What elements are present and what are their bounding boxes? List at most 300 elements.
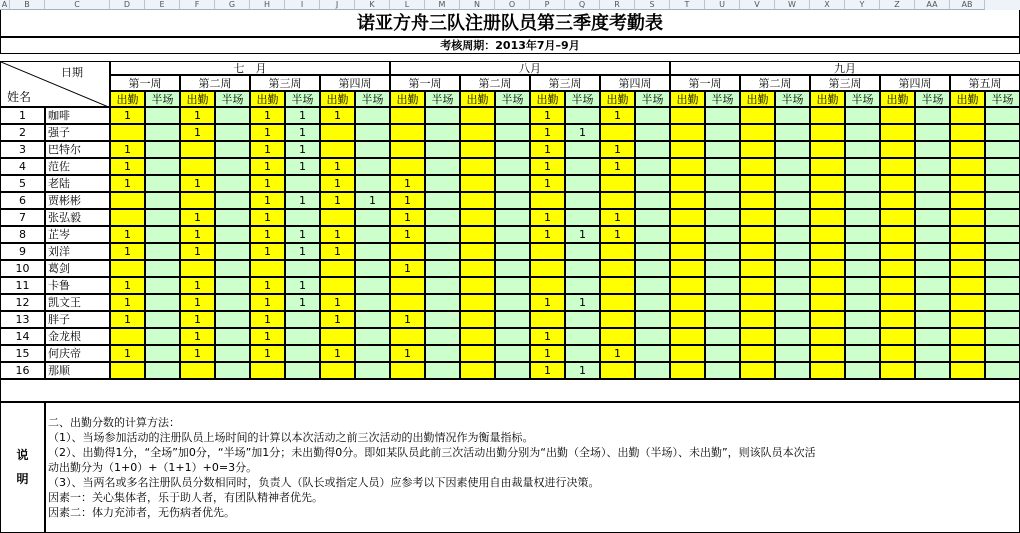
column-header-d[interactable]: D (110, 0, 145, 10)
attendance-cell[interactable] (880, 294, 915, 311)
half-cell[interactable] (845, 277, 880, 294)
half-cell[interactable] (635, 158, 670, 175)
half-cell[interactable] (635, 243, 670, 260)
attendance-cell[interactable] (670, 243, 705, 260)
attendance-cell[interactable]: 1 (600, 107, 635, 124)
half-cell[interactable] (845, 260, 880, 277)
half-cell[interactable] (495, 124, 530, 141)
half-cell[interactable] (495, 175, 530, 192)
attendance-cell[interactable] (740, 294, 775, 311)
attendance-cell[interactable] (810, 209, 845, 226)
attendance-cell[interactable] (740, 311, 775, 328)
half-cell[interactable] (635, 362, 670, 379)
half-cell[interactable] (705, 362, 740, 379)
half-cell[interactable] (845, 362, 880, 379)
half-cell[interactable] (215, 209, 250, 226)
half-cell[interactable] (705, 175, 740, 192)
column-header-h[interactable]: H (250, 0, 285, 10)
attendance-cell[interactable] (460, 141, 495, 158)
attendance-cell[interactable] (950, 192, 985, 209)
attendance-cell[interactable] (740, 175, 775, 192)
column-header-l[interactable]: L (390, 0, 425, 10)
half-cell[interactable] (915, 345, 950, 362)
column-header-r[interactable]: R (600, 0, 635, 10)
attendance-cell[interactable]: 1 (390, 345, 425, 362)
attendance-cell[interactable] (110, 328, 145, 345)
attendance-cell[interactable] (460, 260, 495, 277)
attendance-cell[interactable]: 1 (530, 107, 565, 124)
column-header-c[interactable]: C (45, 0, 110, 10)
attendance-cell[interactable] (880, 328, 915, 345)
half-cell[interactable] (285, 345, 320, 362)
attendance-cell[interactable] (600, 192, 635, 209)
attendance-cell[interactable] (950, 209, 985, 226)
attendance-cell[interactable] (740, 209, 775, 226)
attendance-cell[interactable] (670, 311, 705, 328)
half-cell[interactable] (215, 192, 250, 209)
half-cell[interactable] (565, 141, 600, 158)
attendance-cell[interactable]: 1 (250, 277, 285, 294)
attendance-cell[interactable] (810, 294, 845, 311)
attendance-cell[interactable]: 1 (530, 345, 565, 362)
attendance-cell[interactable] (880, 226, 915, 243)
half-cell[interactable]: 1 (285, 107, 320, 124)
column-header-s[interactable]: S (635, 0, 670, 10)
attendance-cell[interactable]: 1 (530, 158, 565, 175)
attendance-cell[interactable]: 1 (180, 328, 215, 345)
member-name[interactable]: 强子 (45, 124, 110, 141)
member-name[interactable]: 那顺 (45, 362, 110, 379)
attendance-cell[interactable]: 1 (180, 243, 215, 260)
half-cell[interactable] (985, 141, 1020, 158)
half-cell[interactable] (495, 328, 530, 345)
column-header-e[interactable]: E (145, 0, 180, 10)
attendance-cell[interactable] (670, 328, 705, 345)
attendance-cell[interactable] (110, 362, 145, 379)
attendance-cell[interactable] (530, 277, 565, 294)
attendance-cell[interactable] (950, 124, 985, 141)
half-cell[interactable] (145, 345, 180, 362)
attendance-cell[interactable]: 1 (600, 226, 635, 243)
attendance-cell[interactable] (390, 243, 425, 260)
half-cell[interactable] (845, 345, 880, 362)
half-cell[interactable]: 1 (285, 226, 320, 243)
attendance-cell[interactable] (670, 141, 705, 158)
member-number[interactable]: 15 (0, 345, 45, 362)
half-cell[interactable] (985, 124, 1020, 141)
attendance-cell[interactable] (110, 209, 145, 226)
half-cell[interactable] (775, 362, 810, 379)
attendance-cell[interactable]: 1 (110, 158, 145, 175)
half-cell[interactable] (845, 107, 880, 124)
attendance-cell[interactable]: 1 (530, 328, 565, 345)
attendance-cell[interactable] (880, 260, 915, 277)
attendance-cell[interactable]: 1 (250, 158, 285, 175)
half-cell[interactable] (215, 260, 250, 277)
half-cell[interactable] (355, 226, 390, 243)
member-number[interactable]: 5 (0, 175, 45, 192)
member-number[interactable]: 10 (0, 260, 45, 277)
attendance-cell[interactable] (530, 243, 565, 260)
attendance-cell[interactable]: 1 (320, 311, 355, 328)
attendance-cell[interactable] (180, 192, 215, 209)
half-cell[interactable] (915, 362, 950, 379)
attendance-cell[interactable]: 1 (180, 175, 215, 192)
column-header-i[interactable]: I (285, 0, 320, 10)
half-cell[interactable] (775, 192, 810, 209)
attendance-cell[interactable] (180, 158, 215, 175)
attendance-cell[interactable] (810, 141, 845, 158)
half-cell[interactable] (775, 158, 810, 175)
member-name[interactable]: 胖子 (45, 311, 110, 328)
attendance-cell[interactable]: 1 (110, 311, 145, 328)
half-cell[interactable] (425, 158, 460, 175)
attendance-cell[interactable] (950, 226, 985, 243)
column-header-n[interactable]: N (460, 0, 495, 10)
half-cell[interactable] (915, 107, 950, 124)
attendance-cell[interactable] (460, 124, 495, 141)
attendance-cell[interactable]: 1 (320, 226, 355, 243)
half-cell[interactable]: 1 (285, 277, 320, 294)
half-cell[interactable] (985, 362, 1020, 379)
half-cell[interactable] (565, 277, 600, 294)
attendance-cell[interactable] (460, 362, 495, 379)
attendance-cell[interactable]: 1 (390, 260, 425, 277)
attendance-cell[interactable]: 1 (600, 345, 635, 362)
half-cell[interactable] (985, 277, 1020, 294)
attendance-cell[interactable]: 1 (180, 311, 215, 328)
half-cell[interactable] (425, 124, 460, 141)
half-cell[interactable] (145, 243, 180, 260)
attendance-cell[interactable]: 1 (180, 277, 215, 294)
half-cell[interactable] (845, 124, 880, 141)
half-cell[interactable]: 1 (285, 158, 320, 175)
attendance-cell[interactable] (320, 124, 355, 141)
half-cell[interactable] (145, 158, 180, 175)
attendance-cell[interactable]: 1 (180, 345, 215, 362)
half-cell[interactable] (285, 311, 320, 328)
attendance-cell[interactable] (530, 192, 565, 209)
attendance-cell[interactable] (670, 362, 705, 379)
attendance-cell[interactable] (670, 226, 705, 243)
half-cell[interactable] (425, 277, 460, 294)
attendance-cell[interactable] (600, 362, 635, 379)
half-cell[interactable] (565, 345, 600, 362)
half-cell[interactable] (775, 209, 810, 226)
attendance-cell[interactable] (950, 158, 985, 175)
attendance-cell[interactable] (670, 107, 705, 124)
column-header-j[interactable]: J (320, 0, 355, 10)
half-cell[interactable] (565, 175, 600, 192)
half-cell[interactable] (775, 260, 810, 277)
attendance-cell[interactable]: 1 (530, 294, 565, 311)
half-cell[interactable] (495, 209, 530, 226)
attendance-cell[interactable] (810, 328, 845, 345)
half-cell[interactable] (215, 226, 250, 243)
half-cell[interactable] (355, 124, 390, 141)
attendance-cell[interactable]: 1 (110, 345, 145, 362)
attendance-cell[interactable] (390, 107, 425, 124)
attendance-cell[interactable] (740, 362, 775, 379)
half-cell[interactable] (145, 362, 180, 379)
attendance-cell[interactable] (670, 192, 705, 209)
half-cell[interactable] (355, 158, 390, 175)
attendance-cell[interactable]: 1 (530, 226, 565, 243)
half-cell[interactable]: 1 (285, 141, 320, 158)
half-cell[interactable] (425, 362, 460, 379)
attendance-cell[interactable] (600, 294, 635, 311)
half-cell[interactable] (495, 260, 530, 277)
half-cell[interactable] (845, 192, 880, 209)
attendance-cell[interactable] (390, 158, 425, 175)
attendance-cell[interactable]: 1 (250, 294, 285, 311)
half-cell[interactable] (635, 277, 670, 294)
half-cell[interactable] (915, 209, 950, 226)
attendance-cell[interactable] (670, 260, 705, 277)
half-cell[interactable] (985, 260, 1020, 277)
half-cell[interactable] (215, 362, 250, 379)
attendance-cell[interactable]: 1 (320, 175, 355, 192)
half-cell[interactable] (985, 209, 1020, 226)
member-name[interactable]: 凯文王 (45, 294, 110, 311)
half-cell[interactable] (915, 175, 950, 192)
half-cell[interactable] (215, 328, 250, 345)
attendance-cell[interactable]: 1 (250, 175, 285, 192)
attendance-cell[interactable] (460, 311, 495, 328)
attendance-cell[interactable] (460, 107, 495, 124)
attendance-cell[interactable] (950, 243, 985, 260)
attendance-cell[interactable] (670, 277, 705, 294)
half-cell[interactable] (845, 328, 880, 345)
attendance-cell[interactable] (740, 158, 775, 175)
attendance-cell[interactable] (390, 362, 425, 379)
column-header-t[interactable]: T (670, 0, 705, 10)
attendance-cell[interactable]: 1 (390, 209, 425, 226)
half-cell[interactable] (915, 192, 950, 209)
half-cell[interactable] (915, 294, 950, 311)
attendance-cell[interactable] (600, 260, 635, 277)
attendance-cell[interactable]: 1 (390, 175, 425, 192)
half-cell[interactable] (425, 107, 460, 124)
half-cell[interactable] (705, 294, 740, 311)
attendance-cell[interactable] (740, 226, 775, 243)
half-cell[interactable] (775, 243, 810, 260)
half-cell[interactable] (495, 311, 530, 328)
half-cell[interactable] (915, 277, 950, 294)
attendance-cell[interactable] (320, 209, 355, 226)
half-cell[interactable] (285, 209, 320, 226)
half-cell[interactable] (425, 243, 460, 260)
attendance-cell[interactable]: 1 (110, 277, 145, 294)
attendance-cell[interactable]: 1 (530, 124, 565, 141)
member-name[interactable]: 刘洋 (45, 243, 110, 260)
half-cell[interactable] (425, 294, 460, 311)
half-cell[interactable] (145, 260, 180, 277)
half-cell[interactable] (145, 192, 180, 209)
column-header-x[interactable]: X (810, 0, 845, 10)
half-cell[interactable] (985, 345, 1020, 362)
half-cell[interactable] (845, 226, 880, 243)
attendance-cell[interactable] (950, 175, 985, 192)
half-cell[interactable] (425, 345, 460, 362)
attendance-cell[interactable] (320, 328, 355, 345)
attendance-cell[interactable] (950, 345, 985, 362)
half-cell[interactable] (915, 328, 950, 345)
half-cell[interactable] (565, 158, 600, 175)
half-cell[interactable]: 1 (565, 124, 600, 141)
attendance-cell[interactable] (670, 124, 705, 141)
attendance-cell[interactable] (110, 260, 145, 277)
attendance-cell[interactable] (600, 175, 635, 192)
half-cell[interactable] (355, 328, 390, 345)
attendance-cell[interactable] (110, 192, 145, 209)
half-cell[interactable] (775, 294, 810, 311)
half-cell[interactable] (495, 141, 530, 158)
half-cell[interactable] (495, 107, 530, 124)
half-cell[interactable] (985, 311, 1020, 328)
attendance-cell[interactable] (740, 192, 775, 209)
half-cell[interactable] (705, 158, 740, 175)
half-cell[interactable] (425, 260, 460, 277)
column-header-a[interactable]: A (0, 0, 10, 10)
member-number[interactable]: 12 (0, 294, 45, 311)
attendance-cell[interactable] (810, 107, 845, 124)
half-cell[interactable] (845, 209, 880, 226)
attendance-cell[interactable] (390, 124, 425, 141)
attendance-cell[interactable]: 1 (180, 209, 215, 226)
half-cell[interactable] (775, 124, 810, 141)
attendance-cell[interactable]: 1 (250, 209, 285, 226)
column-header-u[interactable]: U (705, 0, 740, 10)
half-cell[interactable] (145, 209, 180, 226)
attendance-cell[interactable]: 1 (250, 243, 285, 260)
column-header-z[interactable]: Z (880, 0, 915, 10)
attendance-cell[interactable]: 1 (110, 294, 145, 311)
attendance-cell[interactable] (950, 277, 985, 294)
attendance-cell[interactable] (670, 209, 705, 226)
attendance-cell[interactable] (670, 175, 705, 192)
member-number[interactable]: 14 (0, 328, 45, 345)
attendance-cell[interactable]: 1 (600, 209, 635, 226)
half-cell[interactable] (915, 260, 950, 277)
attendance-cell[interactable]: 1 (180, 294, 215, 311)
half-cell[interactable] (635, 107, 670, 124)
half-cell[interactable] (215, 243, 250, 260)
half-cell[interactable] (215, 277, 250, 294)
half-cell[interactable] (145, 107, 180, 124)
attendance-cell[interactable]: 1 (320, 158, 355, 175)
half-cell[interactable] (985, 226, 1020, 243)
half-cell[interactable] (565, 328, 600, 345)
member-number[interactable]: 2 (0, 124, 45, 141)
attendance-cell[interactable] (320, 277, 355, 294)
half-cell[interactable] (705, 141, 740, 158)
half-cell[interactable] (845, 311, 880, 328)
half-cell[interactable] (145, 277, 180, 294)
attendance-cell[interactable] (670, 294, 705, 311)
half-cell[interactable] (775, 277, 810, 294)
column-header-f[interactable]: F (180, 0, 215, 10)
attendance-cell[interactable]: 1 (110, 226, 145, 243)
half-cell[interactable] (775, 345, 810, 362)
attendance-cell[interactable] (460, 158, 495, 175)
half-cell[interactable] (215, 124, 250, 141)
attendance-cell[interactable]: 1 (250, 311, 285, 328)
half-cell[interactable] (635, 328, 670, 345)
half-cell[interactable] (705, 260, 740, 277)
attendance-cell[interactable]: 1 (180, 226, 215, 243)
attendance-cell[interactable] (390, 328, 425, 345)
half-cell[interactable] (425, 311, 460, 328)
attendance-cell[interactable] (810, 226, 845, 243)
half-cell[interactable] (845, 175, 880, 192)
member-number[interactable]: 9 (0, 243, 45, 260)
half-cell[interactable] (425, 209, 460, 226)
attendance-cell[interactable] (320, 141, 355, 158)
half-cell[interactable] (355, 294, 390, 311)
half-cell[interactable] (495, 362, 530, 379)
half-cell[interactable] (845, 243, 880, 260)
half-cell[interactable] (145, 294, 180, 311)
attendance-cell[interactable]: 1 (320, 345, 355, 362)
member-name[interactable]: 咖啡 (45, 107, 110, 124)
half-cell[interactable] (845, 158, 880, 175)
attendance-cell[interactable] (880, 209, 915, 226)
half-cell[interactable] (495, 243, 530, 260)
attendance-cell[interactable]: 1 (250, 328, 285, 345)
attendance-cell[interactable]: 1 (110, 141, 145, 158)
member-number[interactable]: 8 (0, 226, 45, 243)
attendance-cell[interactable] (460, 243, 495, 260)
attendance-cell[interactable] (390, 141, 425, 158)
half-cell[interactable] (355, 311, 390, 328)
half-cell[interactable] (565, 311, 600, 328)
member-name[interactable]: 何庆帝 (45, 345, 110, 362)
member-number[interactable]: 7 (0, 209, 45, 226)
attendance-cell[interactable]: 1 (320, 294, 355, 311)
half-cell[interactable] (635, 192, 670, 209)
half-cell[interactable] (635, 260, 670, 277)
half-cell[interactable] (495, 345, 530, 362)
half-cell[interactable] (705, 345, 740, 362)
attendance-cell[interactable] (250, 260, 285, 277)
half-cell[interactable] (705, 243, 740, 260)
attendance-cell[interactable] (880, 345, 915, 362)
attendance-cell[interactable] (740, 345, 775, 362)
attendance-cell[interactable]: 1 (320, 243, 355, 260)
half-cell[interactable] (495, 277, 530, 294)
attendance-cell[interactable] (880, 192, 915, 209)
attendance-cell[interactable] (880, 277, 915, 294)
attendance-cell[interactable]: 1 (250, 141, 285, 158)
half-cell[interactable]: 1 (565, 362, 600, 379)
attendance-cell[interactable] (810, 260, 845, 277)
half-cell[interactable] (145, 226, 180, 243)
column-header-p[interactable]: P (530, 0, 565, 10)
half-cell[interactable] (635, 311, 670, 328)
attendance-cell[interactable]: 1 (320, 192, 355, 209)
half-cell[interactable] (215, 311, 250, 328)
column-header-w[interactable]: W (775, 0, 810, 10)
half-cell[interactable] (985, 175, 1020, 192)
column-header-ab[interactable]: AB (950, 0, 985, 10)
member-name[interactable]: 芷岑 (45, 226, 110, 243)
attendance-cell[interactable] (740, 328, 775, 345)
half-cell[interactable] (915, 311, 950, 328)
half-cell[interactable] (985, 158, 1020, 175)
attendance-cell[interactable] (250, 362, 285, 379)
attendance-cell[interactable] (180, 260, 215, 277)
